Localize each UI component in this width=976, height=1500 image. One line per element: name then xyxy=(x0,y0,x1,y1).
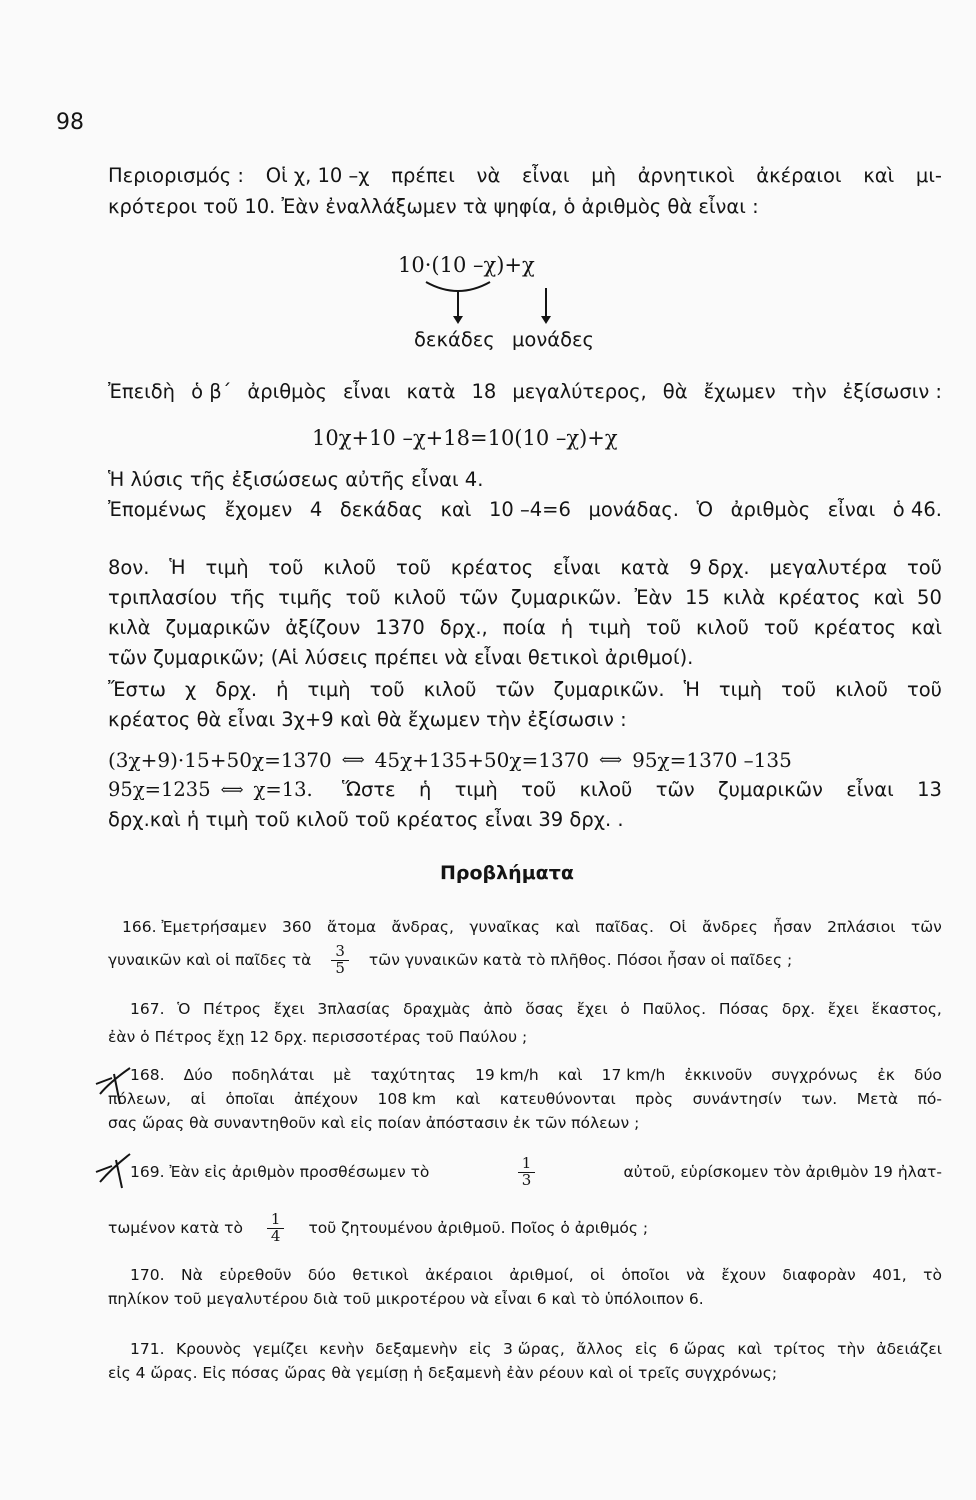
word: ὁ xyxy=(620,1000,630,1018)
word: ἔχει xyxy=(576,1000,608,1018)
example8-line-6: κρέατος θὰ εἶναι 3χ+9 καὶ θὰ ἔχωμεν τὴν ἐξίσωσιν : xyxy=(108,708,627,731)
word: 10 –4=6 xyxy=(488,498,571,521)
word: ἕκαστος, xyxy=(871,1000,942,1018)
example8-line-1 xyxy=(108,558,942,578)
problem-170-line-2: πηλίκον τοῦ μεγαλυτέρου διὰ τοῦ μικροτέρου νὰ εἶναι 6 καὶ τὸ ὑπόλοιπον 6. xyxy=(108,1290,704,1308)
word: τιμὴ xyxy=(454,778,498,801)
p169-text-d: τοῦ ζητουμένου ἀριθμοῦ. Ποῖος ὁ ἀριθμός ; xyxy=(308,1218,649,1237)
word: Πέτρος xyxy=(203,1000,261,1018)
word: τὴν xyxy=(837,1340,865,1358)
word: καὶ xyxy=(911,616,942,639)
word: 360 xyxy=(282,918,312,936)
p169-text-b: αὐτοῦ, εὑρίσκομεν τὸν ἀριθμὸν 19 ἠλατ- xyxy=(623,1162,942,1181)
word: 13 xyxy=(917,778,942,801)
word: ἦσαν xyxy=(773,918,812,936)
word: καὶ xyxy=(455,1090,481,1108)
intro-line-4: Ἡ λύσις τῆς ἐξισώσεως αὐτῆς εἶναι 4. xyxy=(108,468,484,491)
word: δεκάδας xyxy=(339,498,423,521)
intro-equation: 10χ+10 –χ+18=10(10 –χ)+χ xyxy=(312,426,618,450)
example8-line-3 xyxy=(108,618,942,638)
eq-d: 95χ=1235 xyxy=(108,778,211,801)
word: Περιορισμός : xyxy=(108,164,244,187)
word: ἀπέχουν xyxy=(293,1090,358,1108)
word: τὴν xyxy=(791,380,827,403)
word: εἶναι xyxy=(522,164,570,187)
word: κενὴν xyxy=(319,1340,364,1358)
word: 168. xyxy=(130,1066,165,1084)
swap-expression: 10·(10 –χ)+χ xyxy=(398,253,535,277)
word: ἄλλος xyxy=(576,1340,624,1358)
word: διαφορὰν xyxy=(782,1266,856,1284)
word: καὶ xyxy=(557,1066,583,1084)
word: κρέατος xyxy=(450,556,534,579)
fraction-one-fourth xyxy=(267,1212,285,1245)
word: συνάντησίν xyxy=(692,1090,782,1108)
word: Ἐὰν xyxy=(634,586,673,609)
equivalence-arrow-icon: ⟺ xyxy=(341,750,365,769)
word: ποδηλάται xyxy=(231,1066,315,1084)
example8-eq-line-1 xyxy=(108,750,942,770)
tens-label: δεκάδες xyxy=(414,328,495,351)
word: Κρουνὸς xyxy=(175,1340,242,1358)
example8-final: δρχ.καὶ ἡ τιμὴ τοῦ κιλοῦ τοῦ κρέατος εἶναι 39 δρχ. . xyxy=(108,808,624,831)
word: δρχ., xyxy=(439,616,488,639)
fraction-denominator: 3 xyxy=(521,1170,532,1189)
word: εἰς xyxy=(634,1340,658,1358)
word: τιμῆς xyxy=(278,586,333,609)
word: Δύο xyxy=(183,1066,213,1084)
word: Παῦλος. xyxy=(642,1000,707,1018)
word: 9 δρχ. xyxy=(689,556,750,579)
problem-168-line-3: σας ὥρας θὰ συναντηθοῦν καὶ εἰς ποίαν ἀπόστασιν ἐκ τῶν πόλεων ; xyxy=(108,1114,640,1132)
word: κιλοῦ xyxy=(323,556,377,579)
fraction-denominator: 5 xyxy=(335,958,345,977)
word: κιλὰ xyxy=(108,616,151,639)
eq-tail xyxy=(342,780,942,800)
word: ζυμαρικῶν. xyxy=(510,586,622,609)
word: καὶ xyxy=(555,918,581,936)
units-label: μονάδες xyxy=(512,328,594,351)
word: 401, xyxy=(872,1266,907,1284)
word: συγχρόνως xyxy=(771,1066,859,1084)
tens-arrow-head xyxy=(453,316,463,324)
word: ἀριθμοί, xyxy=(509,1266,574,1284)
word: 8ον. xyxy=(108,556,150,579)
word: μεγαλυτέρα xyxy=(769,556,888,579)
word: κιλοῦ xyxy=(835,678,888,701)
fraction-denominator: 4 xyxy=(270,1226,281,1245)
word: κρέατος xyxy=(778,586,861,609)
word: κατευθύνονται xyxy=(499,1090,616,1108)
eq-e: χ=13. xyxy=(253,778,313,801)
word: δρχ. xyxy=(781,1000,816,1018)
example8-eq-line-2 xyxy=(108,780,942,800)
equivalence-arrow-icon: ⟺ xyxy=(220,779,244,799)
word: τοῦ xyxy=(369,678,405,701)
word: τοῦ xyxy=(268,556,304,579)
problem-167-line-2: ἐὰν ὁ Πέτρος ἔχῃ 12 δρχ. περισσοτέρας τοῦ Παύλου ; xyxy=(108,1028,528,1046)
word: κατὰ xyxy=(406,380,456,403)
word: ἡ xyxy=(560,616,574,639)
word: πρέπει xyxy=(391,164,455,187)
word: Μετὰ xyxy=(856,1090,899,1108)
intro-line-1 xyxy=(108,166,942,186)
problem-170-line-1 xyxy=(130,1268,942,1284)
fraction-one-third xyxy=(518,1156,536,1189)
word: 170. xyxy=(130,1266,165,1284)
word: 2πλάσιοι xyxy=(827,918,896,936)
word: κρέατος xyxy=(813,616,897,639)
word: γυναῖκας xyxy=(469,918,541,936)
intro-line-3 xyxy=(108,382,942,402)
word: 15 xyxy=(685,586,710,609)
word: τοῦ xyxy=(395,556,431,579)
handwritten-check-mark-icon xyxy=(90,1148,134,1192)
word: τοῦ xyxy=(646,616,682,639)
word: μι- xyxy=(915,164,942,187)
word: εἶναι xyxy=(343,380,391,403)
word: τοῦ xyxy=(906,678,942,701)
word: πόλεων, xyxy=(108,1090,171,1108)
p166-text-b: τῶν γυναικῶν κατὰ τὸ πλῆθος. Πόσοι ἦσαν οἱ παῖδες ; xyxy=(368,950,793,969)
example8-line-4: τῶν ζυμαρικῶν; (Αἱ λύσεις πρέπει νὰ εἶναι θετικοὶ ἀριθμοί). xyxy=(108,646,694,669)
word: καὶ xyxy=(737,1340,762,1358)
word: Νὰ xyxy=(180,1266,203,1284)
word: καὶ xyxy=(873,586,905,609)
word: ἔχωμεν xyxy=(703,380,776,403)
p166-text-a: γυναικῶν καὶ οἱ παῖδες τὰ xyxy=(108,950,312,969)
problem-168-line-2 xyxy=(108,1092,942,1108)
word: 166. Ἐμετρήσαμεν xyxy=(122,918,267,936)
problem-166-line-2 xyxy=(108,944,942,977)
word: Ἡ xyxy=(683,678,700,701)
word: ἀδειάζει xyxy=(876,1340,942,1358)
word: μεγαλύτερος, xyxy=(512,380,647,403)
word: ἀπὸ xyxy=(483,1000,513,1018)
word: οἱ xyxy=(590,1266,605,1284)
word: ὅσας xyxy=(525,1000,564,1018)
problems-heading: Προβλήματα xyxy=(440,862,574,884)
p169-text-c: τωμένον κατὰ τὸ xyxy=(108,1218,243,1237)
word: ἄνδρες xyxy=(702,918,758,936)
word: νὰ xyxy=(686,1266,705,1284)
intro-line-5 xyxy=(108,500,942,520)
word: ὁποῖοι xyxy=(621,1266,670,1284)
word: Ἐπειδὴ xyxy=(108,380,176,403)
word: ζυμαρικῶν. xyxy=(553,678,665,701)
word: Ὁ xyxy=(177,1000,191,1018)
eq-b: 45χ+135+50χ=1370 xyxy=(374,748,590,772)
word: τῆς xyxy=(229,586,266,609)
word: ταχύτητας xyxy=(370,1066,456,1084)
word: Ἡ xyxy=(169,556,186,579)
word: ἄνδρας, xyxy=(391,918,454,936)
word: ὁποῖαι xyxy=(225,1090,275,1108)
word: ἄτομα xyxy=(326,918,377,936)
word: πρὸς xyxy=(635,1090,674,1108)
word: Πόσας xyxy=(718,1000,770,1018)
word: ἀρνητικοὶ xyxy=(637,164,735,187)
word: μὴ xyxy=(591,164,616,187)
equivalence-arrow-icon: ⟺ xyxy=(599,750,623,769)
word: 108 km xyxy=(377,1090,437,1108)
word: ἡ xyxy=(276,678,289,701)
word: κιλοῦ xyxy=(696,616,749,639)
word: 1370 xyxy=(375,616,425,639)
word: ἔχουν xyxy=(721,1266,766,1284)
word: Οἱ xyxy=(669,918,687,936)
word: τοῦ xyxy=(781,678,817,701)
word: τριπλασίου xyxy=(108,586,218,609)
word: ἐκκινοῦν xyxy=(684,1066,753,1084)
fraction-three-fifths xyxy=(331,944,349,977)
word: 19 km/h xyxy=(474,1066,539,1084)
word: καὶ xyxy=(440,498,472,521)
fraction-numerator: 1 xyxy=(518,1156,536,1173)
word: τιμὴ xyxy=(205,556,249,579)
word: χ xyxy=(184,678,197,701)
expression-arrows xyxy=(420,276,570,328)
eq-c: 95χ=1370 –135 xyxy=(632,748,792,772)
word: θετικοὶ xyxy=(352,1266,409,1284)
word: κατὰ xyxy=(620,556,670,579)
fraction-numerator: 1 xyxy=(267,1212,285,1229)
word: Ὥστε xyxy=(342,778,396,801)
word: 3πλασίας xyxy=(317,1000,391,1018)
example8-line-5 xyxy=(108,680,942,700)
tens-brace xyxy=(426,282,490,291)
word: εὑρεθοῦν xyxy=(219,1266,292,1284)
word: τῶν xyxy=(495,678,535,701)
example8-line-2 xyxy=(108,588,942,608)
problem-166-line-1 xyxy=(122,920,942,936)
word: δύο xyxy=(913,1066,942,1084)
word: μονάδας. xyxy=(588,498,679,521)
word: ἔχομεν xyxy=(224,498,293,521)
word: ζυμαρικῶν xyxy=(165,616,271,639)
word: πό- xyxy=(917,1090,942,1108)
word: δραχμὰς xyxy=(403,1000,471,1018)
word: τιμὴ xyxy=(718,678,763,701)
word: 167. xyxy=(130,1000,165,1018)
word: εἶναι xyxy=(846,778,894,801)
word: ἔχει xyxy=(273,1000,305,1018)
word: ἐκ xyxy=(877,1066,895,1084)
word: δεξαμενὴν xyxy=(375,1340,458,1358)
word: ἐξίσωσιν : xyxy=(842,380,942,403)
word: τῶν xyxy=(655,778,695,801)
word: εἶναι xyxy=(827,498,876,521)
word: γεμίζει xyxy=(253,1340,308,1358)
word: δρχ. xyxy=(215,678,258,701)
units-arrow-head xyxy=(541,316,551,324)
word: 4 xyxy=(309,498,323,521)
word: δύο xyxy=(307,1266,336,1284)
word: νὰ xyxy=(476,164,501,187)
problem-171-line-2: εἰς 4 ὥρας. Εἰς πόσας ὥρας θὰ γεμίσῃ ἡ δεξαμενὴ ἐὰν ρέουν καὶ οἱ τρεῖς συγχρόνως; xyxy=(108,1364,778,1382)
problem-169-line-1 xyxy=(130,1156,942,1189)
word: εἰς xyxy=(468,1340,492,1358)
word: ἀριθμὸς xyxy=(730,498,811,521)
word: αἱ xyxy=(190,1090,206,1108)
word: μὲ xyxy=(333,1066,352,1084)
word: Ἐπομένως xyxy=(108,498,208,521)
word: τοῦ xyxy=(345,586,381,609)
word: ὁ β΄ xyxy=(191,380,232,403)
word: ἀκέραιοι xyxy=(756,164,842,187)
word: κιλοῦ xyxy=(423,678,477,701)
word: ζυμαρικῶν xyxy=(718,778,823,801)
word: τὸ xyxy=(923,1266,942,1284)
word: 18 xyxy=(471,380,497,403)
word: τοῦ xyxy=(907,556,942,579)
word: 50 xyxy=(917,586,942,609)
word: Ἔστω xyxy=(108,678,166,701)
word: κιλὰ xyxy=(722,586,766,609)
word: εἶναι xyxy=(553,556,601,579)
word: Οἱ χ, 10 –χ xyxy=(265,164,370,187)
word: ποία xyxy=(502,616,546,639)
word: 17 km/h xyxy=(601,1066,666,1084)
word: 171. xyxy=(130,1340,165,1358)
word: παῖδας. xyxy=(595,918,654,936)
word: ἀριθμὸς xyxy=(247,380,327,403)
p169-text-a: 169. Ἐὰν εἰς ἀριθμὸν προσθέσωμεν τὸ xyxy=(130,1162,430,1181)
word: τοῦ xyxy=(521,778,557,801)
word: ἔχει xyxy=(827,1000,859,1018)
word: Ὁ xyxy=(696,498,714,521)
word: 3 ὥρας, xyxy=(502,1340,565,1358)
problem-167-line-1 xyxy=(130,1002,942,1018)
word: τιμὴ xyxy=(588,616,632,639)
page-number: 98 xyxy=(56,110,84,135)
intro-line-2: κρότεροι τοῦ 10. Ἐὰν ἐναλλάξωμεν τὰ ψηφία, ὁ ἀριθμὸς θὰ εἶναι : xyxy=(108,195,759,218)
word: ἀκέραιοι xyxy=(425,1266,493,1284)
word: 6 ὥρας xyxy=(668,1340,726,1358)
word: ἀξίζουν xyxy=(285,616,361,639)
word: κιλοῦ xyxy=(393,586,447,609)
word: τιμὴ xyxy=(307,678,351,701)
word: θὰ xyxy=(662,380,688,403)
problem-171-line-1 xyxy=(130,1342,942,1358)
eq-a: (3χ+9)·15+50χ=1370 xyxy=(108,748,332,772)
word: τῶν xyxy=(910,918,942,936)
problem-169-line-2 xyxy=(108,1212,942,1245)
problem-168-line-1 xyxy=(130,1068,942,1084)
word: καὶ xyxy=(863,164,895,187)
word: τοῦ xyxy=(763,616,799,639)
word: ἡ xyxy=(418,778,432,801)
word: ὁ 46. xyxy=(892,498,942,521)
word: των. xyxy=(801,1090,838,1108)
word: τῶν xyxy=(459,586,498,609)
fraction-numerator: 3 xyxy=(331,944,349,961)
word: κιλοῦ xyxy=(579,778,633,801)
word: τρίτος xyxy=(773,1340,826,1358)
